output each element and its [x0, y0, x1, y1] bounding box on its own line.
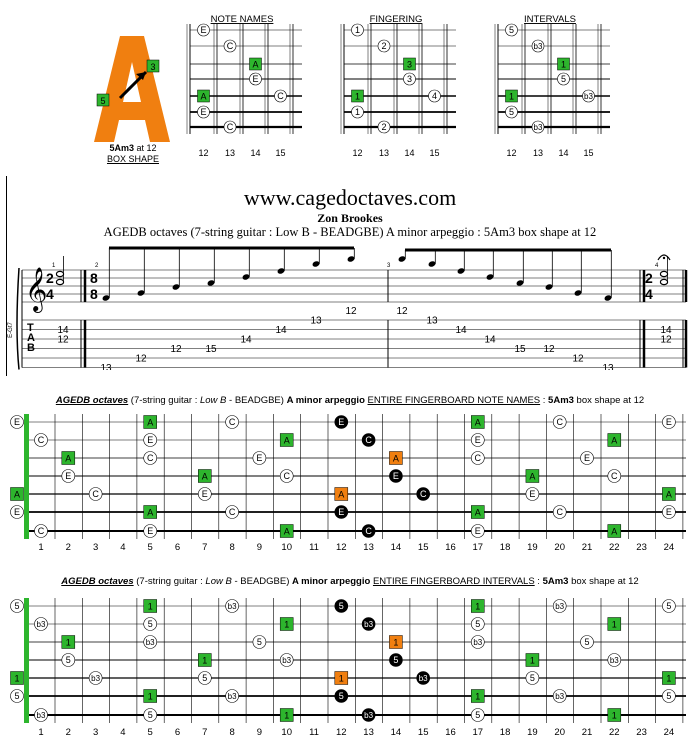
- board1-marker-label: A: [338, 489, 345, 500]
- board2-marker-label: 1: [14, 673, 20, 684]
- tab-number: 13: [100, 363, 112, 370]
- board-fret-number: 19: [527, 727, 538, 738]
- board2-marker-label: 1: [611, 710, 617, 721]
- board1-marker-label: A: [283, 526, 290, 537]
- board2-marker-label: 1: [529, 655, 535, 666]
- tab-number: 14: [240, 334, 252, 346]
- board2-title-d: - BEADGBE): [231, 576, 293, 587]
- caption-at: at 12: [136, 143, 157, 153]
- diagram-fret-number: 14: [250, 148, 261, 158]
- board2-marker-label: 1: [147, 691, 153, 702]
- note_names-marker-label: E: [252, 74, 259, 85]
- board2-marker-label: 1: [338, 673, 344, 684]
- board1-title: [0, 395, 700, 406]
- time-sig-top: 2: [46, 270, 54, 286]
- board2-marker-label: 1: [147, 601, 153, 612]
- board2-marker-label: b3: [609, 656, 619, 666]
- note_names-marker-label: A: [252, 59, 259, 70]
- board-fret-number: 12: [336, 542, 347, 553]
- board1-marker-label: E: [338, 507, 345, 518]
- board1-title-a: AGEDB octaves: [55, 395, 129, 406]
- board-fret-number: 4: [120, 542, 126, 553]
- board2-marker-label: 5: [65, 655, 71, 666]
- board2-marker-label: 5: [256, 637, 262, 648]
- tab-number: 12: [57, 334, 69, 346]
- diagram-fret-number: 12: [352, 148, 363, 158]
- instrument-label: E-Gt7: [8, 322, 14, 338]
- board-fret-number: 10: [281, 727, 292, 738]
- note_names-marker-label: E: [200, 25, 207, 36]
- board-fret-number: 16: [445, 542, 456, 553]
- board2-marker-label: 5: [338, 691, 344, 702]
- board2-marker-label: 1: [611, 619, 617, 630]
- board-fret-number: 4: [120, 727, 126, 738]
- tab-letter: B: [27, 342, 35, 354]
- intervals-title: INTERVALS: [524, 14, 576, 25]
- board2-marker-label: 1: [475, 691, 481, 702]
- board1: [0, 408, 700, 563]
- board2-marker-label: 5: [338, 601, 344, 612]
- intervals-marker-label: b3: [584, 92, 593, 102]
- site-url: www.cagedoctaves.com: [243, 185, 457, 210]
- board2-marker-label: 1: [65, 637, 71, 648]
- diagram-fret-number: 15: [429, 148, 440, 158]
- diagram-intervals: [488, 10, 618, 165]
- treble-clef-icon: 𝄞: [25, 269, 48, 311]
- tab-number: 12: [660, 334, 672, 346]
- tab-number: 12: [135, 353, 147, 365]
- board1-marker-label: E: [474, 435, 481, 446]
- board2-marker-label: b3: [282, 656, 292, 666]
- board1-title-h: :: [540, 395, 549, 406]
- board2-title-e: A minor arpeggio: [292, 576, 371, 587]
- diagram-fret-number: 14: [404, 148, 415, 158]
- board-fret-number: 24: [663, 727, 675, 738]
- board-fret-number: 18: [499, 542, 511, 553]
- board2-marker-label: 5: [584, 637, 590, 648]
- board2-marker-label: b3: [418, 674, 428, 684]
- board1-marker-label: C: [228, 417, 236, 428]
- board2-marker-label: 1: [666, 673, 672, 684]
- board2-marker-label: 1: [475, 601, 481, 612]
- fermata-dot: [663, 257, 665, 259]
- board-fret-number: 8: [229, 542, 235, 553]
- fingering-marker-label: 2: [381, 41, 387, 52]
- measure-number: 1: [52, 263, 56, 269]
- board2-marker-label: 1: [284, 710, 290, 721]
- board-fret-number: 10: [281, 542, 292, 553]
- board2-marker-label: 5: [666, 601, 672, 612]
- tab-number: 12: [345, 306, 357, 317]
- board1-marker-label: C: [37, 435, 45, 446]
- note_names-marker-label: C: [226, 122, 234, 133]
- tab-number: 15: [514, 344, 526, 355]
- tab-number: 12: [572, 353, 584, 365]
- board-fret-number: 8: [229, 727, 235, 738]
- board-fret-number: 9: [256, 727, 263, 738]
- board2-marker-label: 5: [475, 710, 481, 721]
- fingering-marker-label: 3: [406, 59, 413, 70]
- board2-title-b: (7-string guitar :: [133, 576, 206, 587]
- board1-title-i: 5Am3: [548, 395, 574, 406]
- diagram-fret-number: 15: [583, 148, 594, 158]
- board-fret-number: 2: [65, 727, 71, 738]
- board-fret-number: 17: [472, 542, 484, 553]
- board-fret-number: 13: [363, 542, 374, 553]
- tab-number: 12: [543, 344, 555, 355]
- board-fret-number: 6: [174, 727, 181, 738]
- board1-title-b: (7-string guitar :: [128, 395, 200, 406]
- board2: [0, 590, 700, 751]
- board-nut: [24, 598, 29, 723]
- board1-title-j: box shape at 12: [573, 395, 645, 406]
- note_names-marker-label: C: [226, 41, 234, 52]
- board2-marker-label: 1: [284, 619, 290, 630]
- board-fret-number: 21: [581, 542, 593, 553]
- tab-number: 12: [396, 306, 408, 317]
- board1-marker-label: E: [583, 453, 591, 464]
- board2-marker-label: 1: [202, 655, 208, 666]
- board1-marker-label: E: [13, 507, 21, 518]
- chord-note: [56, 279, 63, 284]
- board2-marker-label: 5: [147, 619, 153, 630]
- time-sig3-top: 2: [645, 270, 653, 286]
- board1-title-g: ENTIRE FINGERBOARD NOTE NAMES: [367, 395, 541, 406]
- board-fret-number: 1: [38, 542, 44, 553]
- board2-title: [0, 576, 700, 587]
- board-fret-number: 15: [417, 542, 429, 553]
- intervals-marker-label: 1: [560, 59, 567, 70]
- board1-marker-label: C: [556, 507, 563, 518]
- board2-title-a: AGEDB octaves: [61, 576, 134, 587]
- board-fret-number: 5: [147, 542, 153, 553]
- fingering-marker-label: 4: [431, 91, 438, 102]
- board-fret-number: 14: [390, 542, 402, 553]
- board-fret-number: 17: [472, 727, 484, 738]
- board1-marker-label: A: [611, 526, 618, 537]
- fingering-title: FINGERING: [369, 14, 423, 25]
- board2-marker-label: b3: [145, 638, 155, 648]
- board-fret-number: 20: [554, 542, 565, 553]
- board1-marker-label: E: [147, 526, 154, 537]
- page-subtitle: AGEDB octaves (7-string guitar : Low B - BEADGBE) A minor arpeggio : 5Am3 box shape at 12: [103, 225, 597, 239]
- board-fret-number: 11: [309, 727, 319, 738]
- board-fret-number: 3: [92, 542, 99, 553]
- board1-marker-label: C: [365, 435, 372, 446]
- board-fret-number: 20: [554, 727, 565, 738]
- note_names-marker-label: A: [200, 91, 207, 102]
- board-fret-number: 16: [445, 727, 456, 738]
- board-fret-number: 1: [38, 727, 44, 738]
- board2-marker-label: 5: [147, 710, 153, 721]
- board2-title-c: Low B: [205, 576, 232, 587]
- board1-marker-label: E: [665, 507, 672, 518]
- diagram-fingering: [334, 10, 464, 165]
- logo-box-left: 5: [100, 96, 106, 106]
- board1-marker-label: C: [37, 526, 45, 537]
- note_names-marker-label: C: [277, 91, 284, 102]
- diagram-fret-number: 14: [558, 148, 569, 158]
- music-score: [0, 240, 700, 370]
- intervals-marker-label: 5: [508, 107, 515, 118]
- board1-marker-label: C: [419, 489, 427, 500]
- board1-marker-label: A: [474, 507, 481, 518]
- board2-marker-label: 5: [666, 691, 672, 702]
- board2-title-h: :: [534, 576, 543, 587]
- board1-marker-label: A: [392, 453, 399, 464]
- board-fret-number: 24: [663, 542, 675, 553]
- board1-marker-label: E: [474, 526, 481, 537]
- fingering-marker-label: 2: [381, 122, 387, 133]
- chord-note: [660, 271, 667, 276]
- tab-number: 14: [275, 325, 287, 336]
- board1-marker-label: A: [147, 507, 154, 518]
- board2-marker-label: b3: [227, 692, 237, 702]
- board2-marker-label: b3: [364, 711, 374, 721]
- fingering-marker-label: 1: [354, 91, 361, 102]
- intervals-marker-label: 5: [560, 74, 567, 85]
- board2-marker-label: 5: [529, 673, 535, 684]
- tab-number: 14: [455, 325, 467, 336]
- measure-number: 2: [95, 263, 99, 269]
- score-area: [0, 240, 700, 375]
- board1-marker-label: C: [474, 453, 482, 464]
- board1-marker-label: E: [147, 435, 154, 446]
- caption-shape-name: 5Am3: [109, 143, 134, 153]
- board-fret-number: 23: [636, 542, 647, 553]
- intervals-marker-label: 1: [508, 91, 515, 102]
- board1-marker-label: E: [338, 417, 345, 428]
- diagram-fret-number: 12: [506, 148, 517, 158]
- board-fret-number: 19: [527, 542, 538, 553]
- board2-marker-label: b3: [555, 602, 565, 612]
- tab-number: 12: [170, 344, 182, 355]
- tab-number: 14: [57, 325, 69, 336]
- tab-number: 13: [310, 315, 322, 327]
- board2-marker-label: 5: [475, 619, 481, 630]
- board2-title-j: box shape at 12: [568, 576, 639, 587]
- fingering-marker-label: 3: [406, 74, 413, 85]
- chord-note: [56, 271, 63, 276]
- tab-letter: A: [27, 332, 35, 344]
- board2-marker-label: 5: [14, 691, 20, 702]
- board2-marker-label: b3: [36, 620, 46, 630]
- board1-title-d: - BEADGBE): [226, 395, 287, 406]
- chord-note: [660, 279, 667, 284]
- board2-marker-label: 5: [14, 601, 20, 612]
- board1-marker-label: E: [201, 489, 208, 500]
- board2-title-i: 5Am3: [542, 576, 569, 587]
- board-fret-number: 11: [309, 542, 319, 553]
- tab-number: 14: [660, 325, 672, 336]
- board-fret-number: 21: [581, 727, 593, 738]
- intervals-marker-label: b3: [533, 123, 543, 133]
- board1-marker-label: C: [365, 526, 372, 537]
- board-fret-number: 14: [390, 727, 402, 738]
- fingering-marker-label: 1: [354, 107, 361, 118]
- tab-number: 15: [205, 344, 217, 355]
- author-name: Zon Brookes: [317, 211, 383, 225]
- board2-marker-label: 1: [393, 637, 399, 648]
- tab-letter: T: [27, 322, 34, 334]
- logo-box-right: 3: [150, 62, 156, 72]
- board2-marker-label: b3: [364, 620, 374, 630]
- note_names-title: NOTE NAMES: [210, 14, 274, 25]
- board1-marker-label: E: [392, 471, 399, 482]
- board-fret-number: 23: [636, 727, 647, 738]
- board2-marker-label: b3: [227, 602, 237, 612]
- board1-marker-label: C: [92, 489, 99, 500]
- board1-marker-label: C: [228, 507, 236, 518]
- time-sig2-bottom: 8: [90, 286, 98, 302]
- intervals-marker-label: b3: [533, 42, 543, 52]
- board1-marker-label: A: [529, 471, 536, 482]
- note-names-diagram: [180, 10, 310, 160]
- tab-number: 13: [426, 315, 438, 327]
- board1-marker-label: C: [611, 471, 618, 482]
- board1-marker-label: E: [65, 471, 72, 482]
- time-sig2-top: 8: [90, 270, 98, 286]
- board-fret-number: 22: [609, 727, 620, 738]
- board1-marker-label: E: [256, 453, 263, 464]
- board1-title-c: Low B: [199, 395, 227, 406]
- intervals-diagram: [488, 10, 618, 160]
- board1-marker-label: A: [665, 489, 672, 500]
- diagram-fret-number: 12: [198, 148, 209, 158]
- fingerboard-intervals: [0, 590, 700, 746]
- board2-marker-label: 5: [393, 655, 399, 666]
- board-fret-number: 6: [174, 542, 181, 553]
- board2-marker-label: b3: [91, 674, 101, 684]
- board-fret-number: 5: [147, 727, 153, 738]
- board-fret-number: 12: [336, 727, 347, 738]
- board1-marker-label: A: [611, 435, 618, 446]
- board1-marker-label: A: [201, 471, 208, 482]
- diagram-fret-number: 13: [532, 148, 544, 158]
- note_names-marker-label: E: [200, 107, 207, 118]
- board2-marker-label: b3: [555, 692, 565, 702]
- board1-marker-label: A: [147, 417, 154, 428]
- board-fret-number: 2: [65, 542, 71, 553]
- board2-marker-label: b3: [473, 638, 483, 648]
- board-fret-number: 15: [417, 727, 429, 738]
- board1-marker-label: E: [13, 417, 21, 428]
- board-fret-number: 3: [92, 727, 99, 738]
- board-fret-number: 13: [363, 727, 374, 738]
- board1-marker-label: C: [283, 471, 290, 482]
- tab-number: 13: [602, 363, 614, 370]
- caption-box-shape: BOX SHAPE: [106, 154, 160, 164]
- measure-number: 4: [655, 263, 659, 269]
- diagram-fret-number: 13: [224, 148, 236, 158]
- time-sig3-bottom: 4: [645, 286, 653, 302]
- board1-marker-label: E: [665, 417, 672, 428]
- system-brace: [17, 268, 19, 370]
- board-fret-number: 9: [256, 542, 263, 553]
- board-nut: [24, 414, 29, 539]
- fingering-diagram: [334, 10, 464, 160]
- diagram-fret-number: 15: [275, 148, 286, 158]
- fingering-marker-label: 1: [354, 25, 361, 36]
- board-fret-number: 18: [499, 727, 511, 738]
- board-fret-number: 7: [202, 542, 208, 553]
- board-fret-number: 22: [609, 542, 620, 553]
- diagram-note-names: [180, 10, 310, 165]
- time-sig-bottom: 4: [46, 286, 54, 302]
- board2-marker-label: b3: [36, 711, 46, 721]
- board1-marker-label: A: [474, 417, 481, 428]
- board1-marker-label: C: [556, 417, 563, 428]
- board1-title-e: A minor arpeggio: [286, 395, 365, 406]
- logo-caption: [88, 143, 178, 165]
- tab-number: 14: [484, 334, 496, 346]
- board2-marker-label: 5: [202, 673, 208, 684]
- fingerboard-note-names: [0, 408, 700, 558]
- board1-marker-label: A: [13, 489, 21, 500]
- board1-marker-label: C: [146, 453, 154, 464]
- board-fret-number: 7: [202, 727, 208, 738]
- board1-marker-label: E: [529, 489, 536, 500]
- intervals-marker-label: 5: [508, 25, 515, 36]
- board2-title-g: ENTIRE FINGERBOARD INTERVALS: [372, 576, 535, 587]
- board1-marker-label: A: [65, 453, 72, 464]
- board1-marker-label: A: [283, 435, 290, 446]
- diagram-fret-number: 13: [378, 148, 390, 158]
- measure-number: 3: [387, 263, 391, 269]
